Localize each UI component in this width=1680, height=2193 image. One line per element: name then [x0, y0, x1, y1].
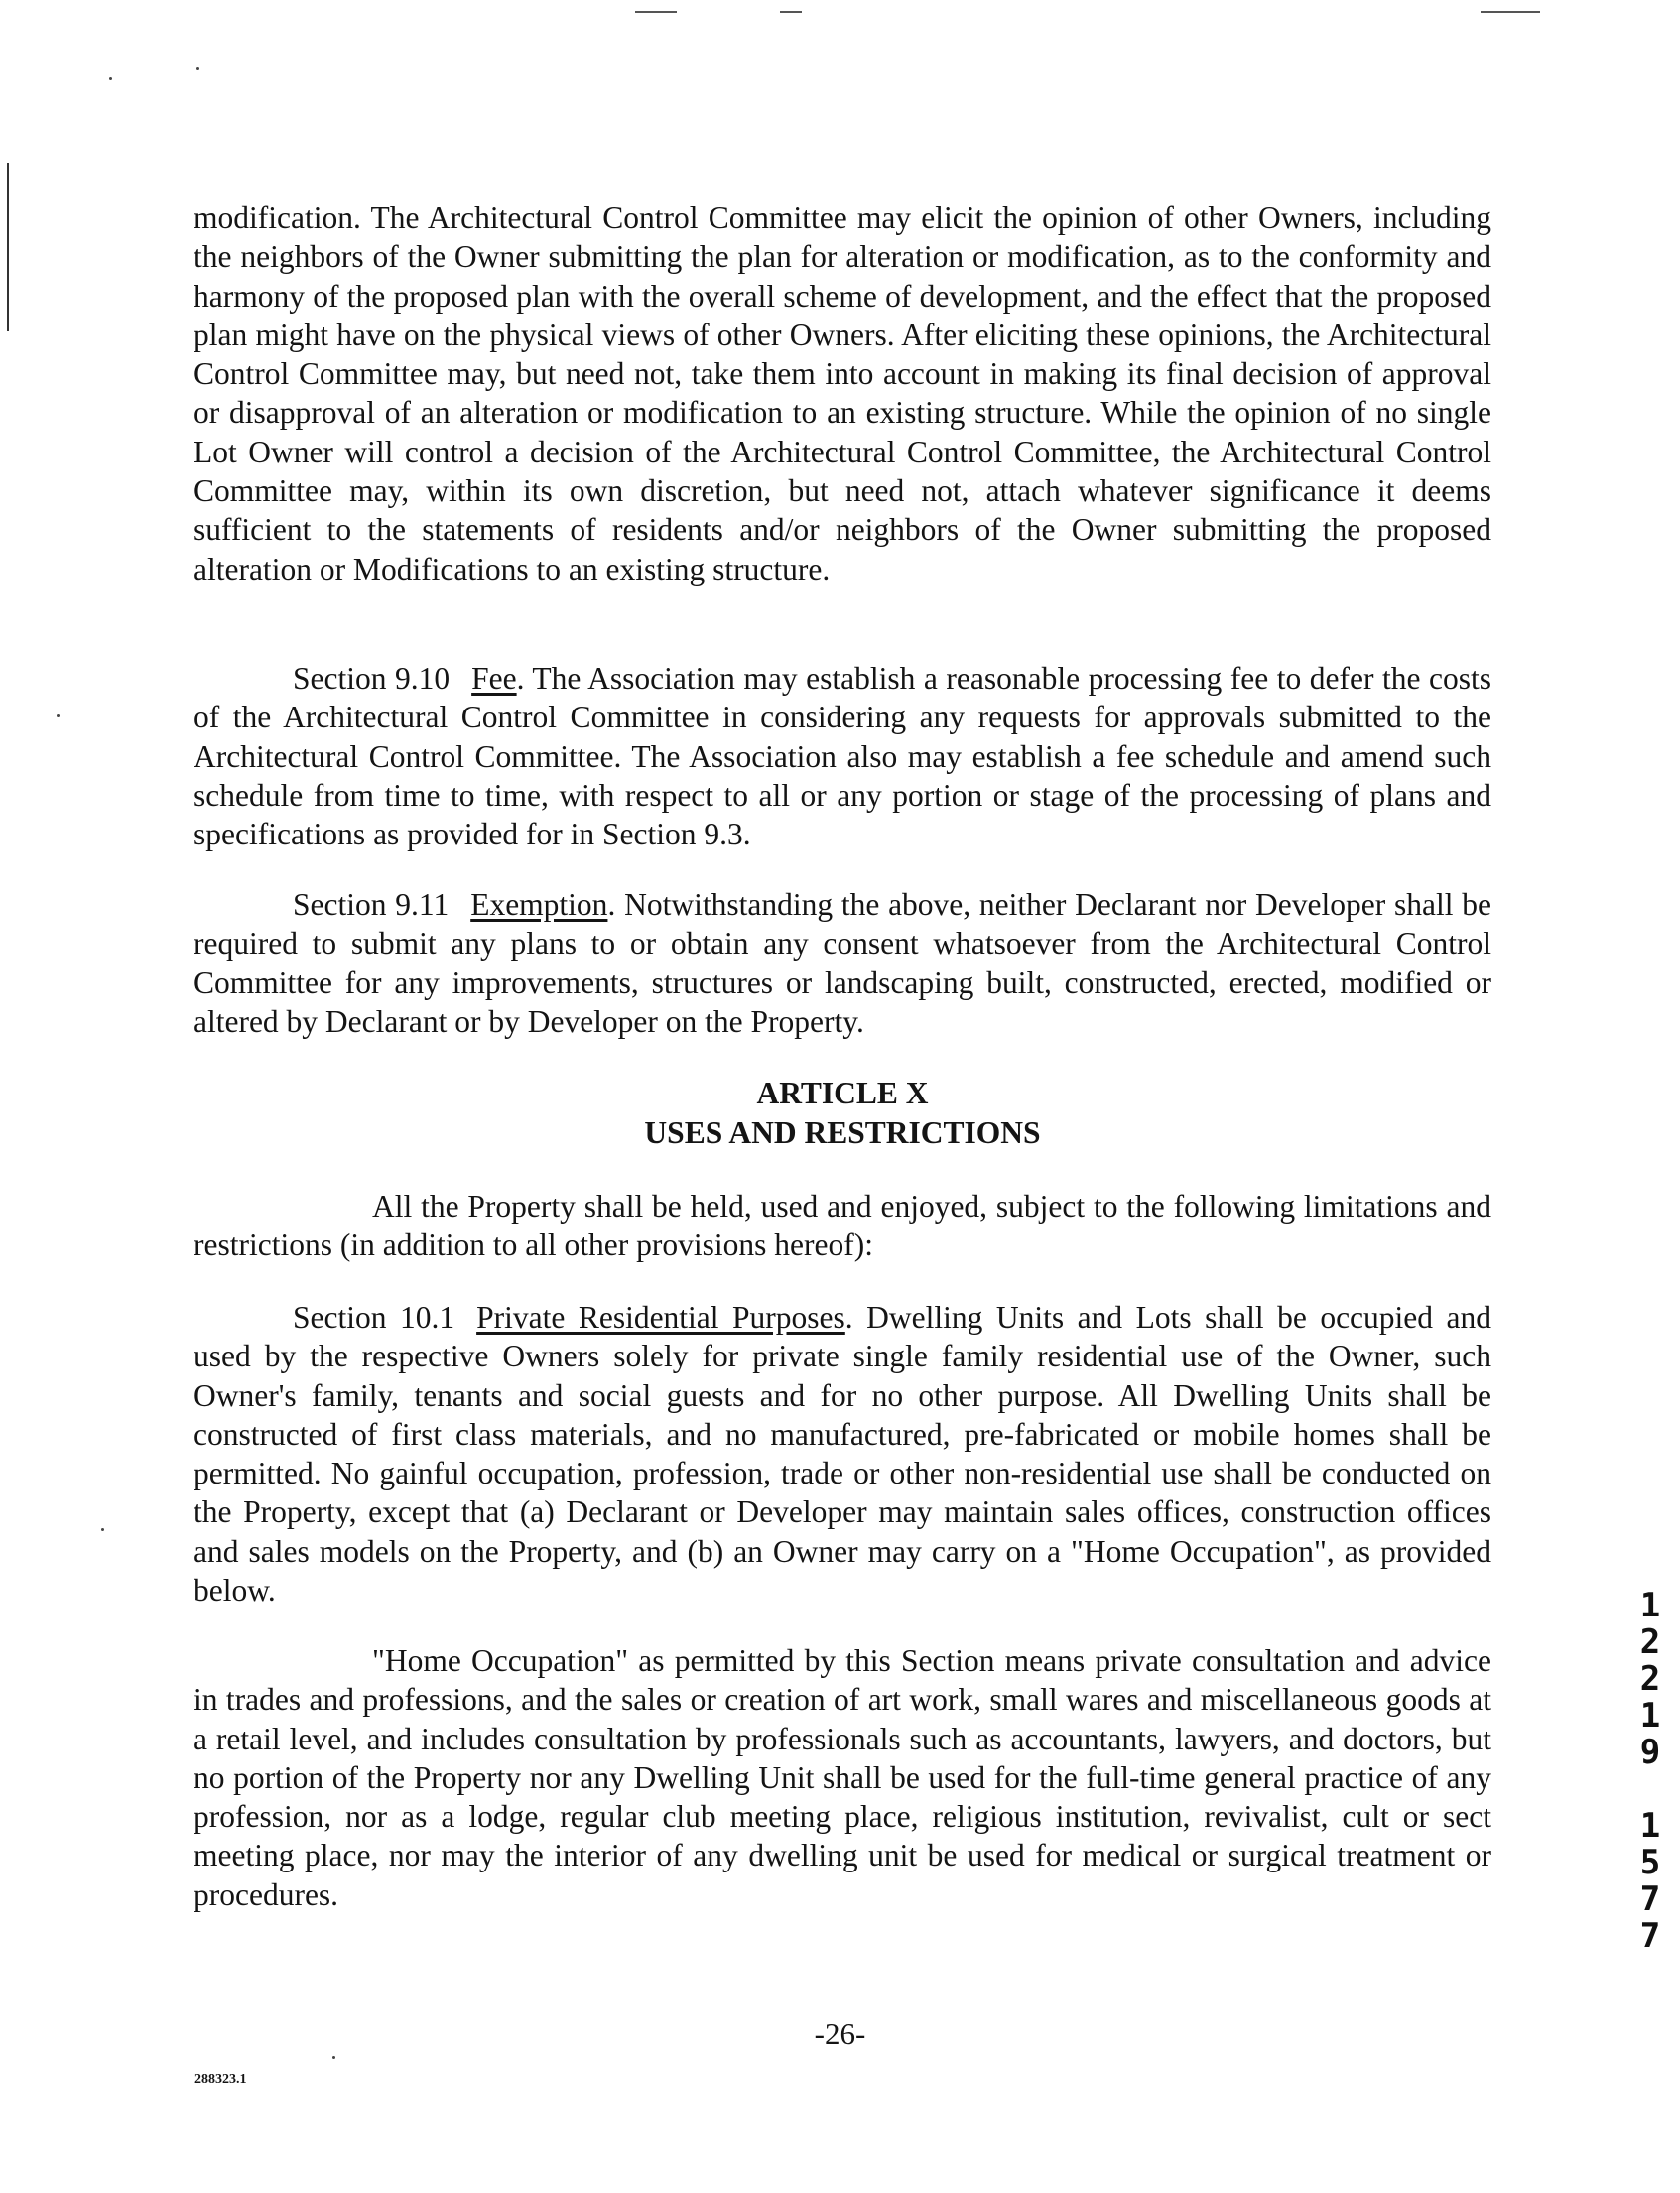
section-title: Private Residential Purposes — [476, 1300, 845, 1335]
stamp-digit: 1 — [1639, 1806, 1661, 1846]
section-text: . Dwelling Units and Lots shall be occupied and used by the respective Owners solely for private single family residential use of the Owner, such Owner's family, tenants and social guests and for no other purpose. All Dwelling Units shall be constructed of first class materials, and no manufactured, pre-fabricated or mobile homes shall be permitted. No gainful occupation, profession, trade or other non-residential use shall be conducted on the Property, except that (a) Declarant or Developer may maintain sales offices, construction offices and sales models on the Property, and (b) an Owner may carry on a "Home Occupation", as provided below. — [194, 1300, 1491, 1609]
section-text: . The Association may establish a reasonable processing fee to defer the costs of the Architectural Control Committee in considering any requests for approvals submitted to the Architectural Control Committee. The Association also may establish a fee schedule and amend such schedule from time to time, with respect to all or any portion or stage of the processing of plans and specifications as provided for in Section 9.3. — [194, 661, 1491, 852]
stamp-digit: 7 — [1639, 1916, 1661, 1956]
stamp-digit: 5 — [1639, 1843, 1661, 1882]
stamp-digit: 2 — [1639, 1622, 1661, 1662]
section-title: Exemption — [470, 887, 608, 922]
paragraph-text: modification. The Architectural Control Committee may elicit the opinion of other Owners, including the neighbors of the Owner submitting the plan for alteration or modification, as to the conformity and harmony of the proposed plan with the overall scheme of development, and the effect that the proposed plan might have on the physical views of other Owners. After eliciting these opinions, the Architectural Control Committee may, but need not, take them into account in making its final decision of approval or disapproval of an alteration or modification to an existing structure. While the opinion of no single Lot Owner will control a decision of the Architectural Control Committee, the Architectural Control Committee may, within its own discretion, but need not, attach whatever significance it deems sufficient to the statements of residents and/or neighbors of the Owner submitting the proposed alteration or Modifications to an existing structure. — [194, 200, 1491, 586]
document-id: 288323.1 — [194, 2072, 247, 2087]
paragraph-continuation — [194, 198, 1491, 588]
stamp-digit: 1 — [1639, 1696, 1661, 1736]
section-9-11 — [194, 885, 1491, 1041]
scan-artifact-dash — [780, 11, 802, 13]
scan-speck — [101, 1528, 104, 1531]
left-margin-mark — [7, 163, 9, 331]
recording-stamp-bottom — [1635, 1808, 1665, 1955]
article-intro — [194, 1187, 1491, 1265]
section-9-10 — [194, 659, 1491, 853]
home-occupation-text: "Home Occupation" as permitted by this Section means private consultation and advice in trades and professions, and the sales or creation of art work, small wares and miscellaneous goods at a retail level, and includes consultation by professionals such as accountants, lawyers, and doctors, but no portion of the Property nor any Dwelling Unit shall be used for the full-time general practice of any profession, nor as a lodge, regular club meeting place, religious institution, revivalist, cult or sect meeting place, nor may the interior of any dwelling unit be used for medical or surgical treatment or procedures. — [194, 1643, 1491, 1912]
section-label: Section 9.10 — [293, 661, 451, 696]
stamp-digit: 7 — [1639, 1879, 1661, 1919]
stamp-digit: 9 — [1639, 1733, 1661, 1772]
section-10-1 — [194, 1298, 1491, 1610]
section-text: . Notwithstanding the above, neither Declarant nor Developer shall be required to submit any plans to or obtain any consent whatsoever from the Architectural Control Committee for any improvements, structures or landscaping built, constructed, erected, modified or altered by Declarant or by Developer on the Property. — [194, 887, 1491, 1039]
section-title: Fee — [471, 661, 517, 696]
scan-artifact-dash — [1481, 11, 1540, 13]
stamp-digit: 1 — [1639, 1586, 1661, 1625]
scan-speck — [109, 77, 112, 80]
scan-speck — [332, 2056, 335, 2059]
article-number-heading: ARTICLE X — [756, 1076, 929, 1110]
scan-speck — [57, 714, 60, 717]
scan-speck — [196, 67, 199, 70]
section-label: Section 9.11 — [293, 887, 450, 922]
section-label: Section 10.1 — [293, 1300, 455, 1335]
article-title-heading: USES AND RESTRICTIONS — [644, 1115, 1041, 1150]
recording-stamp-top — [1635, 1588, 1665, 1771]
home-occupation-paragraph — [194, 1641, 1491, 1914]
page-number: -26- — [814, 2016, 866, 2051]
stamp-digit: 2 — [1639, 1659, 1661, 1699]
intro-text: All the Property shall be held, used and enjoyed, subject to the following limitations and restrictions (in addition to all other provisions hereof): — [194, 1189, 1491, 1263]
scan-artifact-dash — [635, 11, 677, 13]
